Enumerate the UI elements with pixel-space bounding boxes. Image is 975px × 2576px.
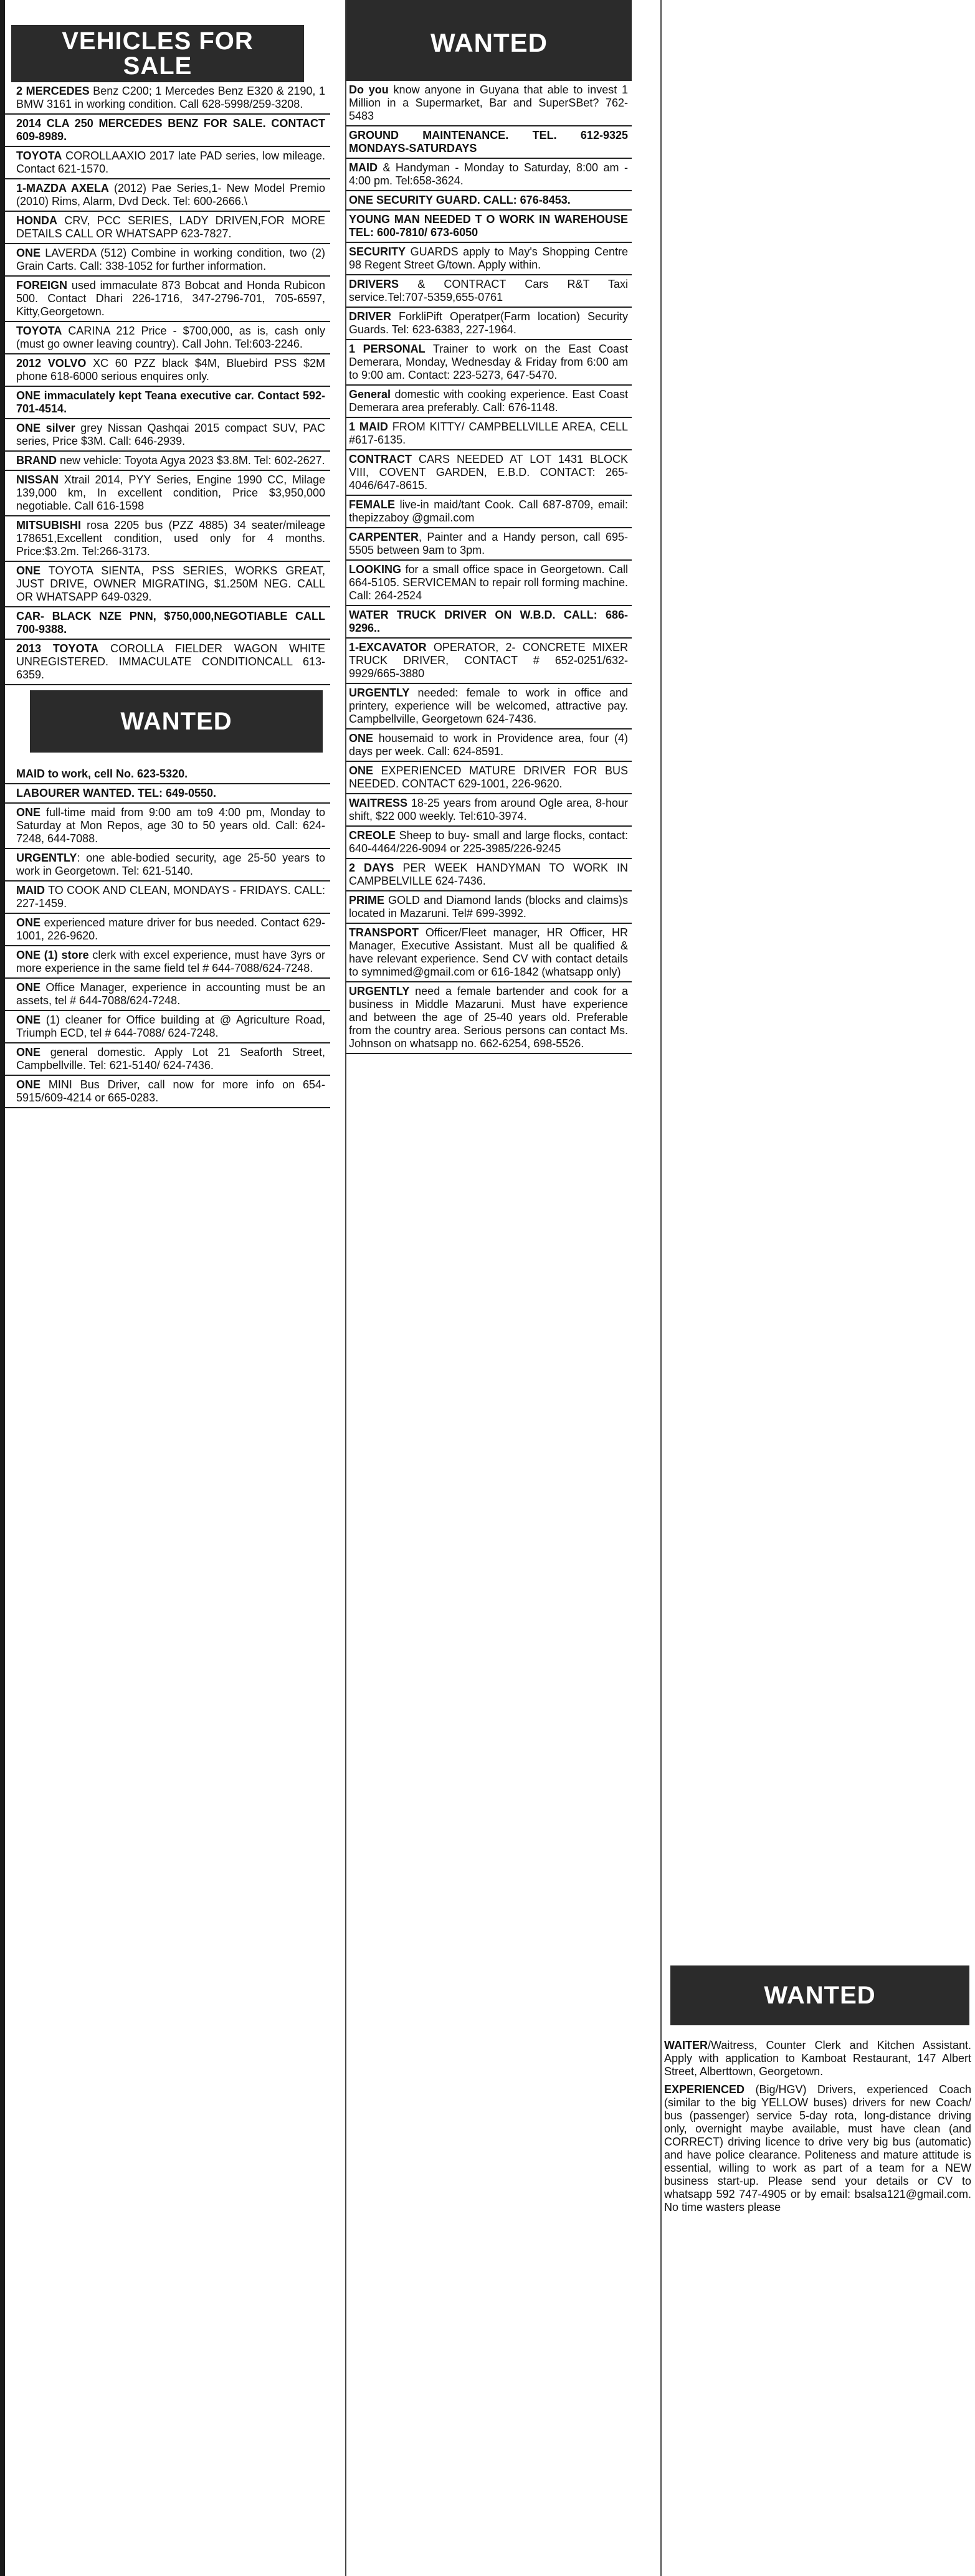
classified-ad bbox=[5, 387, 330, 419]
ad-lead-text: LOOKING bbox=[349, 563, 401, 576]
ad-body-text: Office Manager, experience in accounting must be an assets, tel # 644-7088/624-7248. bbox=[16, 981, 325, 1007]
ad-body-text: TO COOK AND CLEAN, MONDAYS - FRIDAYS. CALL: 227-1459. bbox=[16, 884, 325, 910]
ad-body-text: CARS NEEDED AT LOT 1431 BLOCK VIII, COVENT GARDEN, E.B.D. CONTACT: 265-4046/647-8615. bbox=[349, 453, 628, 492]
classified-ad bbox=[346, 386, 632, 418]
ad-lead-text: NISSAN bbox=[16, 473, 59, 486]
classified-ad bbox=[346, 126, 632, 159]
ad-body-text: needed: female to work in office and printery, experience will be welcomed, attractive pay. Campbellville, Georgetown 624-7436. bbox=[349, 687, 628, 725]
ad-body-text: LAVERDA (512) Combine in working condition, two (2) Grain Carts. Call: 338-1052 for further information. bbox=[16, 247, 325, 272]
ad-lead-text: ONE bbox=[16, 1014, 41, 1026]
ad-lead-text: ONE bbox=[349, 764, 374, 777]
ad-body-text: OPERATOR, 2- CONCRETE MIXER TRUCK DRIVER, CONTACT # 652-0251/632-9929/665-3880 bbox=[349, 641, 628, 680]
ad-body-text: MINI Bus Driver, call now for more info on 654-5915/609-4214 or 665-0283. bbox=[16, 1078, 325, 1104]
classified-ad bbox=[346, 81, 632, 126]
classified-ad bbox=[346, 561, 632, 606]
classified-ad bbox=[5, 607, 330, 640]
ad-lead-text: YOUNG MAN NEEDED T O WORK IN WAREHOUSE TEL: 600-7810/ 673-6050 bbox=[349, 213, 628, 239]
ad-lead-text: 2 MERCEDES bbox=[16, 85, 90, 97]
ad-body-text: COROLLAAXIO 2017 late PAD series, low mileage. Contact 621-1570. bbox=[16, 150, 325, 175]
ad-lead-text: WAITER bbox=[664, 2039, 708, 2051]
ad-lead-text: TRANSPORT bbox=[349, 926, 419, 939]
ad-lead-text: ONE bbox=[16, 916, 41, 929]
ad-lead-text: ONE bbox=[16, 247, 41, 259]
ad-body-text: /Waitress, Counter Clerk and Kitchen Assistant. Apply with application to Kamboat Restaurant, 147 Albert Street, Alberttown, Georgetown. bbox=[664, 2039, 971, 2078]
classified-ad bbox=[5, 147, 330, 179]
ad-body-text: rosa 2205 bus (PZZ 4885) 34 seater/mileage 178651,Excellent condition, used only for 4 months. Price:$3.2m. Tel:266-3173. bbox=[16, 519, 325, 558]
ad-body-text: 18-25 years from around Ogle area, 8-hour shift, $22 000 weekly. Tel:610-3974. bbox=[349, 797, 628, 822]
ad-lead-text: TOYOTA bbox=[16, 150, 62, 162]
ad-lead-text: FOREIGN bbox=[16, 279, 68, 292]
ad-lead-text: LABOURER WANTED. TEL: 649-0550. bbox=[16, 787, 217, 799]
ad-lead-text: ONE silver bbox=[16, 422, 75, 434]
classified-ad bbox=[5, 1076, 330, 1108]
ad-lead-text: CARPENTER bbox=[349, 531, 419, 543]
classified-ad bbox=[346, 982, 632, 1054]
classified-ad bbox=[5, 946, 330, 979]
ad-lead-text: MAID bbox=[16, 884, 45, 896]
ad-lead-text: MITSUBISHI bbox=[16, 519, 82, 531]
classified-ad bbox=[346, 639, 632, 684]
classified-ad bbox=[346, 730, 632, 762]
ad-body-text: Xtrail 2014, PYY Series, Engine 1990 CC, Milage 139,000 km, In excellent condition, Price $3,950,000 negotiable. Call 616-1598 bbox=[16, 473, 325, 512]
ad-body-text: CRV, PCC SERIES, LADY DRIVEN,FOR MORE DETAILS CALL OR WHATSAPP 623-7827. bbox=[16, 214, 325, 240]
classified-ad bbox=[662, 2081, 975, 2217]
ad-lead-text: ONE bbox=[16, 1078, 41, 1091]
ad-body-text: experienced mature driver for bus needed. Contact 629-1001, 226-9620. bbox=[16, 916, 325, 942]
ad-lead-text: Do you bbox=[349, 83, 389, 96]
ad-body-text: Benz C200; 1 Mercedes Benz E320 & 2190, 1 BMW 3161 in working condition. Call 628-5998/259-3208. bbox=[16, 85, 325, 110]
ad-lead-text: ONE (1) store bbox=[16, 949, 89, 961]
classified-ad bbox=[5, 354, 330, 387]
ad-body-text: live-in maid/tant Cook. Call 687-8709, email: thepizzaboy @gmail.com bbox=[349, 498, 628, 524]
ad-lead-text: GROUND MAINTENANCE. TEL. 612-9325 MONDAYS-SATURDAYS bbox=[349, 129, 628, 154]
ad-lead-text: ONE SECURITY GUARD. CALL: 676-8453. bbox=[349, 194, 571, 206]
ad-lead-text: 2014 CLA 250 MERCEDES BENZ FOR SALE. CONTACT 609-8989. bbox=[16, 117, 325, 143]
wanted-heading-2: WANTED bbox=[346, 0, 632, 81]
classified-ad bbox=[346, 606, 632, 639]
ad-body-text: know anyone in Guyana that able to invest 1 Million in a Supermarket, Bar and SuperSBet? 762-5483 bbox=[349, 83, 628, 122]
ad-lead-text: TOYOTA bbox=[16, 325, 62, 337]
ad-body-text: FROM KITTY/ CAMPBELLVILLE AREA, CELL #617-6135. bbox=[349, 421, 628, 446]
wanted-heading-3: WANTED bbox=[670, 1965, 969, 2025]
classified-ad bbox=[5, 1043, 330, 1076]
classified-ad bbox=[5, 322, 330, 354]
classified-ad bbox=[5, 277, 330, 322]
vehicles-column bbox=[0, 0, 330, 2576]
ad-body-text: COROLLA FIELDER WAGON WHITE UNREGISTERED. IMMACULATE CONDITIONCALL 613-6359. bbox=[16, 642, 325, 681]
ad-body-text: used immaculate 873 Bobcat and Honda Rubicon 500. Contact Dhari 226-1716, 347-2796-701, 705-6597, Kitty,Georgetown. bbox=[16, 279, 325, 318]
ad-body-text: , Painter and a Handy person, call 695-5505 between 9am to 3pm. bbox=[349, 531, 628, 556]
ad-lead-text: HONDA bbox=[16, 214, 57, 227]
wanted-ads-list-2 bbox=[346, 81, 632, 1054]
classified-ad bbox=[346, 308, 632, 340]
ad-body-text: TOYOTA SIENTA, PSS SERIES, WORKS GREAT, JUST DRIVE, OWNER MIGRATING, $1.250M NEG. CALL OR WHATSAPP 649-0329. bbox=[16, 564, 325, 603]
ad-body-text: for a small office space in Georgetown. Call 664-5105. SERVICEMAN to repair roll forming machine. Call: 264-2524 bbox=[349, 563, 628, 602]
classified-ad bbox=[346, 684, 632, 730]
classified-ad bbox=[346, 191, 632, 211]
ad-lead-text: FEMALE bbox=[349, 498, 395, 511]
classified-ad bbox=[5, 784, 330, 804]
ad-lead-text: CREOLE bbox=[349, 829, 396, 842]
ad-lead-text: URGENTLY bbox=[16, 852, 77, 864]
ad-body-text: (Big/HGV) Drivers, experienced Coach (similar to the big YELLOW buses) drivers for new Coach/ bus (passenger) service 5-day rota, long-distance driving only, overnight maybe available, must have clean (and CORRECT) driving licence to drive very big bus (automatic) and have police clearance. Politeness and mature attitude is essential, willing to work as part of a team for a NEW business start-up. Please send your details or CV to whatsapp 592 747-4905 or by email: bsalsa121@gmail.com. No time wasters please bbox=[664, 2083, 971, 2213]
classified-ad bbox=[5, 914, 330, 946]
ad-lead-text: ONE bbox=[16, 1046, 41, 1058]
classified-ad bbox=[5, 244, 330, 277]
ad-lead-text: ONE bbox=[16, 981, 41, 994]
classified-ad bbox=[346, 159, 632, 191]
ad-lead-text: 1-MAZDA AXELA bbox=[16, 182, 109, 194]
ad-lead-text: CONTRACT bbox=[349, 453, 412, 465]
ad-body-text: grey Nissan Qashqai 2015 compact SUV, PAC series, Price $3M. Call: 646-2939. bbox=[16, 422, 325, 447]
ad-body-text: (1) cleaner for Office building at @ Agriculture Road, Triumph ECD, tel # 644-7088/ 624-7248. bbox=[16, 1014, 325, 1039]
classified-ad bbox=[5, 212, 330, 244]
classified-ad bbox=[346, 496, 632, 528]
ad-body-text: domestic with cooking experience. East Coast Demerara area preferably. Call: 676-1148. bbox=[349, 388, 628, 414]
classified-ad bbox=[346, 450, 632, 496]
classified-ad bbox=[5, 640, 330, 685]
ad-body-text: PER WEEK HANDYMAN TO WORK IN CAMPBELVILLE 624-7436. bbox=[349, 862, 628, 887]
ad-lead-text: BRAND bbox=[16, 454, 57, 467]
ad-lead-text: 1-EXCAVATOR bbox=[349, 641, 427, 654]
ad-lead-text: SECURITY bbox=[349, 245, 406, 258]
ad-body-text: ForkliPift Operatper(Farm location) Security Guards. Tel: 623-6383, 227-1964. bbox=[349, 310, 628, 336]
classified-ad bbox=[346, 418, 632, 450]
classified-ad bbox=[662, 2037, 975, 2081]
classified-ad bbox=[346, 275, 632, 308]
ad-body-text: & Handyman - Monday to Saturday, 8:00 am - 4:00 pm. Tel:658-3624. bbox=[349, 161, 628, 187]
ad-body-text: & CONTRACT Cars R&T Taxi service.Tel:707-5359,655-0761 bbox=[349, 278, 628, 303]
ad-lead-text: ONE bbox=[16, 806, 41, 819]
ad-lead-text: General bbox=[349, 388, 391, 401]
wanted-ads-list-1 bbox=[5, 765, 330, 1108]
wanted-column-3 bbox=[660, 0, 975, 2576]
ad-body-text: Trainer to work on the East Coast Demerara, Monday, Wednesday & Friday from 6:00 am to 9:00 am. Contact: 223-5273, 647-5470. bbox=[349, 343, 628, 381]
ad-body-text: general domestic. Apply Lot 21 Seaforth Street, Campbellville. Tel: 621-5140/ 624-7436. bbox=[16, 1046, 325, 1072]
ad-body-text: need a female bartender and cook for a business in Middle Mazaruni. Must have experience and between the age of 25-40 years old. Preferable from the country area. Serious persons can contact Ms. Johnson on whatsapp no. 662-6254, 698-5526. bbox=[349, 985, 628, 1050]
ad-body-text: CARINA 212 Price - $700,000, as is, cash only (must go owner leaving country). Call John. Tel:603-2246. bbox=[16, 325, 325, 350]
ad-body-text: EXPERIENCED MATURE DRIVER FOR BUS NEEDED. CONTACT 629-1001, 226-9620. bbox=[349, 764, 628, 790]
classified-ad bbox=[5, 849, 330, 882]
ad-lead-text: 2 DAYS bbox=[349, 862, 394, 874]
ad-lead-text: WAITRESS bbox=[349, 797, 408, 809]
classified-ad bbox=[346, 762, 632, 794]
ad-lead-text: URGENTLY bbox=[349, 687, 410, 699]
classified-ad bbox=[5, 979, 330, 1011]
classified-ad bbox=[346, 924, 632, 982]
classified-ad bbox=[5, 516, 330, 562]
classified-ad bbox=[346, 891, 632, 924]
classified-ad bbox=[5, 765, 330, 784]
classified-ad bbox=[5, 419, 330, 452]
classified-ad bbox=[5, 882, 330, 914]
wanted-column-2 bbox=[345, 0, 632, 2576]
ad-lead-text: DRIVERS bbox=[349, 278, 399, 290]
classified-ad bbox=[346, 528, 632, 561]
classified-ad bbox=[346, 243, 632, 275]
classified-ad bbox=[5, 179, 330, 212]
wanted-heading-1: WANTED bbox=[30, 690, 323, 753]
ad-lead-text: URGENTLY bbox=[349, 985, 410, 997]
ad-lead-text: 1 MAID bbox=[349, 421, 388, 433]
classified-ad bbox=[5, 82, 330, 115]
classified-ad bbox=[346, 794, 632, 827]
ad-lead-text: 1 PERSONAL bbox=[349, 343, 426, 355]
ad-lead-text: 2012 VOLVO bbox=[16, 357, 87, 369]
ad-body-text: new vehicle: Toyota Agya 2023 $3.8M. Tel: 602-2627. bbox=[57, 454, 325, 467]
ad-body-text: (2012) Pae Series,1- New Model Premio (2010) Rims, Alarm, Dvd Deck. Tel: 600-2666.\ bbox=[16, 182, 326, 207]
ad-lead-text: EXPERIENCED bbox=[664, 2083, 745, 2096]
ad-body-text: : one able-bodied security, age 25-50 years to work in Georgetown. Tel: 621-5140. bbox=[16, 852, 325, 877]
classified-ad bbox=[5, 115, 330, 147]
classified-ad bbox=[346, 859, 632, 891]
ad-body-text: clerk with excel experience, must have 3yrs or more experience in the same field tel # 644-7088/624-7248. bbox=[16, 949, 325, 974]
ad-body-text: housemaid to work in Providence area, four (4) days per week. Call: 624-8591. bbox=[349, 732, 628, 758]
classified-ad bbox=[5, 804, 330, 849]
ad-lead-text: ONE bbox=[349, 732, 374, 744]
ad-lead-text: MAID to work, cell No. 623-5320. bbox=[16, 768, 188, 780]
ad-body-text: Officer/Fleet manager, HR Officer, HR Manager, Executive Assistant. Must all be qualified & have relevant experience. Send CV with contact details to symnimed@gmail.com or 616-1842 (whatsapp only) bbox=[349, 926, 628, 978]
classified-ad bbox=[5, 452, 330, 471]
ad-lead-text: CAR- BLACK NZE PNN, $750,000,NEGOTIABLE CALL 700-9388. bbox=[16, 610, 325, 635]
classified-ad bbox=[346, 340, 632, 386]
ad-lead-text: ONE immaculately kept Teana executive car. Contact 592-701-4514. bbox=[16, 389, 325, 415]
ad-lead-text: 2013 TOYOTA bbox=[16, 642, 99, 655]
ad-lead-text: WATER TRUCK DRIVER ON W.B.D. CALL: 686-9296.. bbox=[349, 609, 628, 634]
ad-lead-text: DRIVER bbox=[349, 310, 392, 323]
classified-ad bbox=[5, 1011, 330, 1043]
ad-body-text: Sheep to buy- small and large flocks, contact: 640-4464/226-9094 or 225-3985/226-9245 bbox=[349, 829, 628, 855]
ad-body-text: GOLD and Diamond lands (blocks and claims)s located in Mazaruni. Tel# 699-3992. bbox=[349, 894, 628, 920]
ad-body-text: GUARDS apply to May's Shopping Centre 98 Regent Street G/town. Apply within. bbox=[349, 245, 628, 271]
ad-body-text: XC 60 PZZ black $4M, Bluebird PSS $2M phone 618-6000 serious enquires only. bbox=[16, 357, 325, 383]
classified-ad bbox=[5, 562, 330, 607]
vehicles-ads-list bbox=[5, 82, 330, 685]
classified-ad bbox=[346, 211, 632, 243]
classified-ad bbox=[5, 471, 330, 516]
wanted-ads-list-3 bbox=[662, 2037, 975, 2217]
classified-ad bbox=[346, 827, 632, 859]
ad-lead-text: MAID bbox=[349, 161, 378, 174]
vehicles-heading: VEHICLES FOR SALE bbox=[11, 25, 304, 82]
ad-lead-text: PRIME bbox=[349, 894, 385, 906]
ad-lead-text: ONE bbox=[16, 564, 41, 577]
ad-body-text: full-time maid from 9:00 am to9 4:00 pm, Monday to Saturday at Mon Repos, age 30 to 50 years old. Call: 624-7248, 644-7088. bbox=[16, 806, 325, 845]
